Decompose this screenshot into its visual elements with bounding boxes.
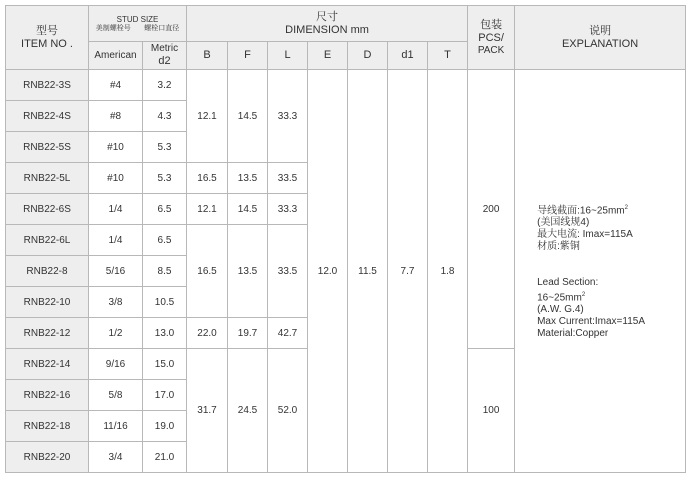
dim-b: 31.7 [187, 349, 228, 473]
stud-metric: 15.0 [143, 349, 187, 380]
header-metric-d2: d2 [158, 55, 171, 67]
dim-l: 33.5 [268, 225, 308, 318]
dim-l: 33.3 [268, 70, 308, 163]
dim-t: 1.8 [428, 70, 468, 473]
dim-b: 12.1 [187, 70, 228, 163]
dim-b: 22.0 [187, 318, 228, 349]
expl-cn-line4: 材质:紫铜 [537, 241, 580, 252]
item-no: RNB22-12 [6, 318, 89, 349]
header-metric [143, 42, 187, 70]
spec-table [5, 5, 686, 473]
header-pack-en1: PCS/ [478, 31, 504, 44]
header-col-l: L [268, 42, 308, 70]
header-model-cn: 型号 [36, 24, 58, 37]
header-stud-size [89, 6, 187, 42]
header-pack [468, 6, 515, 70]
dim-f: 13.5 [228, 163, 268, 194]
dim-f: 24.5 [228, 349, 268, 473]
stud-metric: 3.2 [143, 70, 187, 101]
dim-f: 19.7 [228, 318, 268, 349]
expl-en-line1: Lead Section: [537, 277, 599, 288]
stud-metric: 5.3 [143, 163, 187, 194]
item-no: RNB22-4S [6, 101, 89, 132]
explanation-text [515, 70, 686, 473]
header-col-f: F [228, 42, 268, 70]
stud-american: #4 [89, 70, 143, 101]
stud-metric: 17.0 [143, 380, 187, 411]
stud-american: 1/4 [89, 225, 143, 256]
header-model-en: ITEM NO . [21, 37, 73, 50]
stud-american: 3/8 [89, 287, 143, 318]
header-stud-metric-cn: 螺栓口直径 [144, 24, 180, 32]
header-col-d1: d1 [388, 42, 428, 70]
stud-american: 11/16 [89, 411, 143, 442]
item-no: RNB22-18 [6, 411, 89, 442]
expl-cn-line3: 最大电流: Imax=115A [537, 229, 633, 240]
stud-american: 9/16 [89, 349, 143, 380]
stud-american: 5/16 [89, 256, 143, 287]
stud-american: #10 [89, 163, 143, 194]
stud-metric: 21.0 [143, 442, 187, 473]
item-no: RNB22-6L [6, 225, 89, 256]
header-col-d: D [348, 42, 388, 70]
pack-qty-top: 200 [468, 70, 515, 349]
item-no: RNB22-16 [6, 380, 89, 411]
dim-f: 13.5 [228, 225, 268, 318]
dim-l: 33.5 [268, 163, 308, 194]
item-no: RNB22-14 [6, 349, 89, 380]
header-pack-en2: PACK [477, 44, 505, 56]
stud-metric: 8.5 [143, 256, 187, 287]
stud-american: 1/4 [89, 194, 143, 225]
dim-d1: 7.7 [388, 70, 428, 473]
stud-metric: 4.3 [143, 101, 187, 132]
expl-en-sup: 2 [581, 292, 586, 298]
expl-en-line2: 16~25mm [537, 292, 582, 304]
dim-l: 52.0 [268, 349, 308, 473]
stud-american: #8 [89, 101, 143, 132]
stud-metric: 19.0 [143, 411, 187, 442]
dim-l: 42.7 [268, 318, 308, 349]
expl-cn-line1: 导线截面:16~25mm [537, 205, 625, 216]
stud-american: 5/8 [89, 380, 143, 411]
dim-b: 12.1 [187, 194, 228, 225]
expl-en-line4: Max Current:Imax=115A [537, 316, 645, 328]
stud-metric: 6.5 [143, 225, 187, 256]
table-row [6, 70, 686, 101]
header-item-no [6, 6, 89, 70]
header-pack-cn: 包装 [480, 18, 503, 31]
item-no: RNB22-5L [6, 163, 89, 194]
stud-metric: 5.3 [143, 132, 187, 163]
dim-b: 16.5 [187, 163, 228, 194]
header-stud-american-cn: 美制螺栓号 [95, 24, 131, 32]
expl-en-line3: (A.W. G.4) [537, 304, 584, 316]
header-explanation [515, 6, 686, 70]
stud-metric: 13.0 [143, 318, 187, 349]
item-no: RNB22-10 [6, 287, 89, 318]
header-col-t: T [428, 42, 468, 70]
dim-b: 16.5 [187, 225, 228, 318]
stud-american: 3/4 [89, 442, 143, 473]
header-expl-cn: 说明 [589, 24, 612, 37]
header-metric-label: Metric [150, 43, 179, 54]
stud-metric: 6.5 [143, 194, 187, 225]
item-no: RNB22-6S [6, 194, 89, 225]
header-col-e: E [308, 42, 348, 70]
item-no: RNB22-20 [6, 442, 89, 473]
pack-qty-bottom: 100 [468, 349, 515, 473]
header-expl-en: EXPLANATION [561, 37, 639, 50]
stud-american: #10 [89, 132, 143, 163]
item-no: RNB22-5S [6, 132, 89, 163]
header-stud-size-en: STUD SIZE [116, 14, 159, 24]
dim-f: 14.5 [228, 70, 268, 163]
dim-d: 11.5 [348, 70, 388, 473]
stud-american: 1/2 [89, 318, 143, 349]
item-no: RNB22-3S [6, 70, 89, 101]
expl-cn-sup: 2 [624, 204, 628, 211]
header-col-b: B [187, 42, 228, 70]
expl-en-line5: Material:Copper [537, 328, 609, 340]
dim-e: 12.0 [308, 70, 348, 473]
item-no: RNB22-8 [6, 256, 89, 287]
header-american: American [89, 42, 143, 70]
header-dimension [187, 6, 468, 42]
dim-l: 33.3 [268, 194, 308, 225]
expl-cn-line2: (美国线规4) [537, 217, 590, 228]
header-dimension-en: DIMENSION mm [285, 23, 369, 36]
stud-metric: 10.5 [143, 287, 187, 318]
dim-f: 14.5 [228, 194, 268, 225]
header-dimension-cn: 尺寸 [316, 10, 339, 23]
